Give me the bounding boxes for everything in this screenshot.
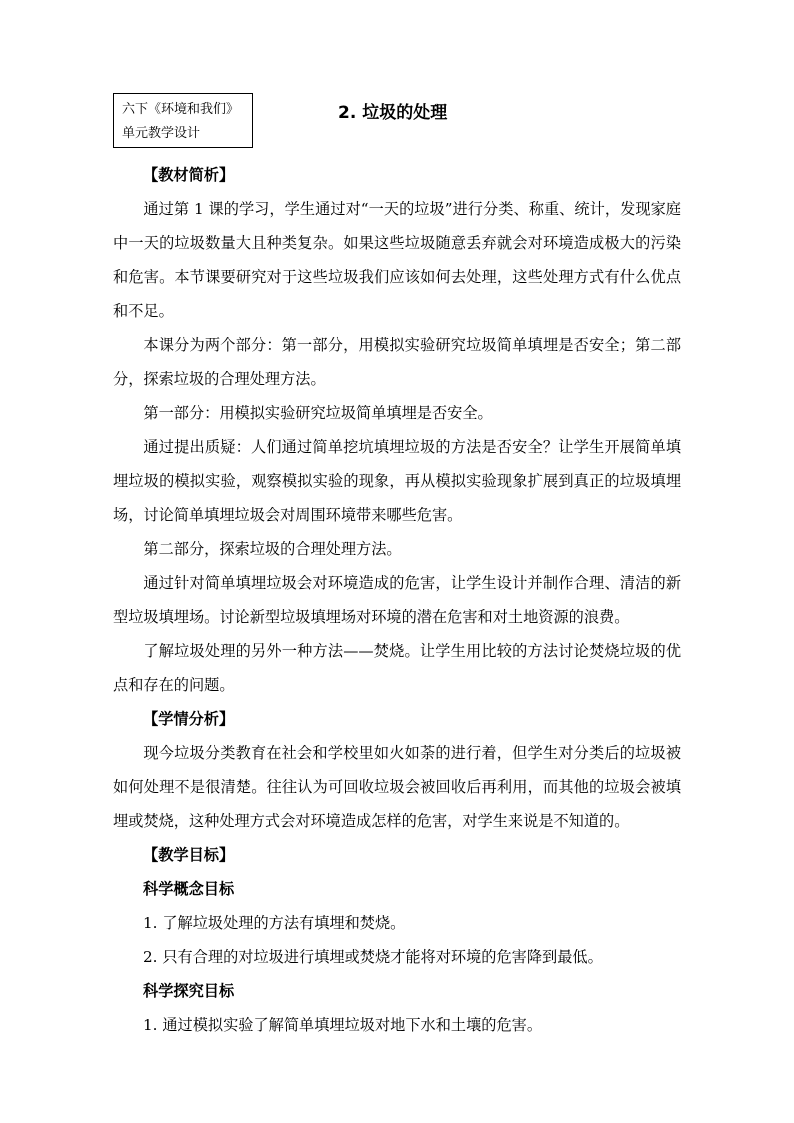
- section-heading-goals: 【教学目标】: [143, 846, 235, 864]
- unit-label-box: [113, 93, 253, 148]
- list-item: 1. 了解垃圾处理的方法有填埋和焚烧。: [143, 914, 406, 932]
- paragraph: 通过第 1 课的学习，学生通过对“一天的垃圾”进行分类、称重、统计，发现家庭中一天的垃圾数量大且种类复杂。如果这些垃圾随意丢弃就会对环境造成极大的污染和危害。本节课要研究对于这些垃圾我们应该如何去处理，这些处理方式有什么优点和不足。: [113, 200, 681, 320]
- subheading-concept-goals: 科学概念目标: [143, 880, 235, 898]
- list-item: 1. 通过模拟实验了解简单填埋垃圾对地下水和土壤的危害。: [143, 1016, 543, 1034]
- document-body: [113, 158, 681, 1042]
- subheading-inquiry-goals: 科学探究目标: [143, 982, 235, 1000]
- page-title: 2. 垃圾的处理: [338, 103, 448, 123]
- unit-subtitle: 单元教学设计: [122, 126, 201, 141]
- paragraph: 现今垃圾分类教育在社会和学校里如火如荼的进行着，但学生对分类后的垃圾被如何处理不是很清楚。往往认为可回收垃圾会被回收后再利用，而其他的垃圾会被填埋或焚烧，这种处理方式会对环境造成怎样的危害，对学生来说是不知道的。: [113, 744, 681, 830]
- section-heading-students: 【学情分析】: [143, 710, 235, 728]
- list-item: 2. 只有合理的对垃圾进行填埋或焚烧才能将对环境的危害降到最低。: [143, 948, 603, 966]
- paragraph: 本课分为两个部分：第一部分，用模拟实验研究垃圾简单填埋是否安全；第二部分，探索垃圾的合理处理方法。: [113, 336, 681, 388]
- paragraph: 第二部分，探索垃圾的合理处理方法。: [143, 540, 402, 558]
- unit-name: 六下《环境和我们》: [122, 102, 240, 117]
- paragraph: 第一部分：用模拟实验研究垃圾简单填埋是否安全。: [143, 404, 493, 422]
- paragraph: 通过针对简单填埋垃圾会对环境造成的危害，让学生设计并制作合理、清洁的新型垃圾填埋场。讨论新型垃圾填埋场对环境的潜在危害和对土地资源的浪费。: [113, 574, 681, 626]
- section-heading-textbook: 【教材简析】: [143, 166, 235, 184]
- paragraph: 通过提出质疑：人们通过简单挖坑填埋垃圾的方法是否安全？让学生开展简单填埋垃圾的模拟实验，观察模拟实验的现象，再从模拟实验现象扩展到真正的垃圾填埋场，讨论简单填埋垃圾会对周围环境带来哪些危害。: [113, 438, 681, 524]
- paragraph: 了解垃圾处理的另外一种方法——焚烧。让学生用比较的方法讨论焚烧垃圾的优点和存在的问题。: [113, 642, 681, 694]
